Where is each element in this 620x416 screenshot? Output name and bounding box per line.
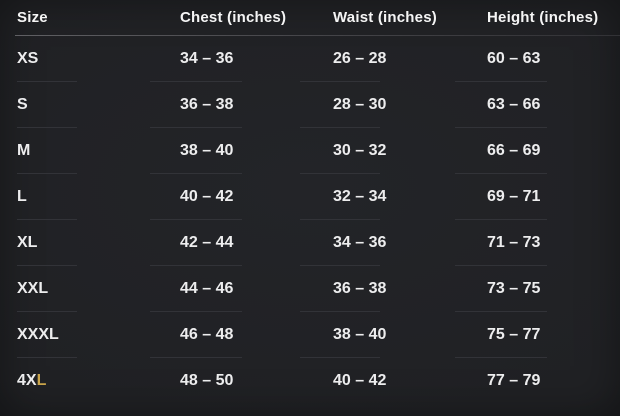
- table-row: [0, 82, 620, 128]
- cell-height: 73 – 75: [455, 266, 620, 312]
- cell-size: XXL: [0, 266, 137, 312]
- cell-height: 60 – 63: [455, 36, 620, 82]
- table-row: [0, 36, 620, 82]
- table-row: [0, 220, 620, 266]
- cell-size: XL: [0, 220, 137, 266]
- cell-size: M: [0, 128, 137, 174]
- cell-size: L: [0, 174, 137, 220]
- table-row: [0, 266, 620, 312]
- column-header-chest: Chest (inches): [180, 9, 287, 26]
- cell-height: 77 – 79: [487, 372, 541, 389]
- table-header-row: [0, 0, 620, 35]
- table-row: [0, 128, 620, 174]
- cell-waist: 36 – 38: [300, 266, 455, 312]
- cell-height: 66 – 69: [455, 128, 620, 174]
- table-row: [0, 174, 620, 220]
- cell-waist: 28 – 30: [300, 82, 455, 128]
- cell-chest: 46 – 48: [137, 312, 300, 358]
- cell-waist: 32 – 34: [300, 174, 455, 220]
- column-header-waist: Waist (inches): [333, 9, 437, 26]
- table-row: [0, 358, 620, 404]
- cell-chest: 36 – 38: [137, 82, 300, 128]
- cell-size: S: [0, 82, 137, 128]
- cell-height: 75 – 77: [455, 312, 620, 358]
- cell-waist: 40 – 42: [333, 372, 387, 389]
- column-header-size: Size: [17, 9, 48, 26]
- cell-chest: 38 – 40: [137, 128, 300, 174]
- cell-height: 69 – 71: [455, 174, 620, 220]
- cell-size: XXXL: [0, 312, 137, 358]
- cell-waist: 26 – 28: [300, 36, 455, 82]
- table-row: [0, 312, 620, 358]
- cell-waist: 38 – 40: [300, 312, 455, 358]
- cell-chest: 40 – 42: [137, 174, 300, 220]
- cell-chest: 44 – 46: [137, 266, 300, 312]
- cell-height: 71 – 73: [455, 220, 620, 266]
- cell-chest: 48 – 50: [180, 372, 234, 389]
- cell-waist: 34 – 36: [300, 220, 455, 266]
- cell-chest: 34 – 36: [137, 36, 300, 82]
- table-body: [0, 36, 620, 404]
- cell-size: XS: [0, 36, 137, 82]
- column-header-height: Height (inches): [487, 9, 599, 26]
- cell-waist: 30 – 32: [300, 128, 455, 174]
- cell-chest: 42 – 44: [137, 220, 300, 266]
- cell-size: 4X L: [17, 372, 47, 389]
- cell-height: 63 – 66: [455, 82, 620, 128]
